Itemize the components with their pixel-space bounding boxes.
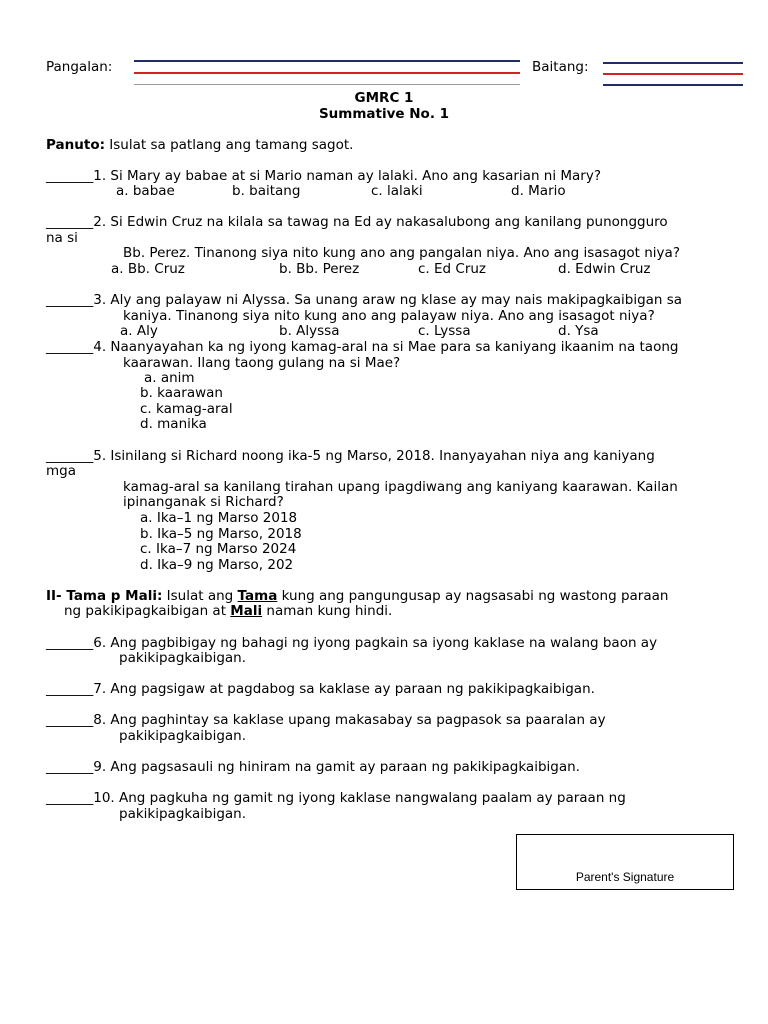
item-8-line-2: pakikipagkaibigan. [119,728,247,744]
grade-line-blue [603,62,743,64]
q5-choice-b: b. Ika–5 ng Marso, 2018 [140,526,302,542]
q2-choice-c: c. Ed Cruz [418,261,487,277]
parent-signature-box [516,834,734,890]
parent-signature-label: Parent's Signature [575,870,675,884]
question-5-stem-3: kamag-aral sa kanilang tirahan upang ipagdiwang ang kaniyang kaarawan. Kailan [123,479,678,495]
q4-choice-a: a. anim [144,370,195,386]
name-line-blue [134,60,520,62]
q1-choice-b: b. baitang [232,183,301,199]
question-5-stem-1: _______5. Isinilang si Richard noong ika-5 ng Marso, 2018. Inanyayahan niya ang kaniyang [46,448,655,464]
grade-label: Baitang: [532,59,589,75]
question-4-stem-1: _______4. Naanyayahan ka ng iyong kamag-aral na si Mae para sa kaniyang ikaanim na taong [46,339,679,355]
test-title: Summative No. 1 [318,106,450,122]
q1-choice-a: a. babae [116,183,175,199]
part2-instructions-line-1 [46,588,668,604]
item-6-line-1: _______6. Ang pagbibigay ng bahagi ng iyong pagkain sa iyong kaklase na walang baon ay [46,635,658,651]
part2-text-4: naman kung hindi. [262,603,393,619]
item-6-line-2: pakikipagkaibigan. [119,650,247,666]
question-3-stem-2: kaniya. Tinanong siya nito kung ano ang palayaw niya. Ano ang isasagot niya? [123,308,655,324]
question-1-stem: _______1. Si Mary ay babae at si Mario naman ay lalaki. Ano ang kasarian ni Mary? [46,168,602,184]
question-4-stem-2: kaarawan. Ilang taong gulang na si Mae? [123,355,401,371]
tama-word: Tama [237,588,278,604]
question-2-stem-3: Bb. Perez. Tinanong siya nito kung ano ang pangalan niya. Ano ang isasagot niya? [123,245,680,261]
part2-text-3: ng pakikipagkaibigan at [64,603,231,619]
q2-choice-d: d. Edwin Cruz [558,261,651,277]
part2-text-2: kung ang pangungusap ay nagsasabi ng wastong paraan [277,588,669,604]
mali-word: Mali [230,603,263,619]
q3-choice-c: c. Lyssa [418,323,471,339]
q3-choice-b: b. Alyssa [279,323,340,339]
q5-choice-a: a. Ika–1 ng Marso 2018 [140,510,298,526]
q3-choice-d: d. Ysa [558,323,599,339]
grade-line-red [603,73,743,75]
part2-instructions-line-2 [64,603,392,619]
instructions-label: Panuto: [46,137,105,153]
name-line-gray [134,84,520,85]
q4-choice-b: b. kaarawan [140,385,223,401]
question-2-stem-1: _______2. Si Edwin Cruz na kilala sa tawag na Ed ay nakasalubong ang kanilang punongguro [46,214,668,230]
subject-title: GMRC 1 [354,90,414,106]
part2-heading: II- Tama p Mali: [46,588,163,604]
q2-choice-a: a. Bb. Cruz [111,261,185,277]
instructions-text: Isulat sa patlang ang tamang sagot. [109,137,354,153]
grade-line-blue-bottom [603,84,743,86]
q3-choice-a: a. Aly [120,323,158,339]
item-10-line-2: pakikipagkaibigan. [119,806,247,822]
question-2-stem-2: na si [46,230,78,246]
question-5-stem-2: mga [46,463,76,479]
question-5-stem-4: ipinanganak si Richard? [123,494,284,510]
q4-choice-d: d. manika [140,416,207,432]
q2-choice-b: b. Bb. Perez [279,261,360,277]
item-8-line-1: _______8. Ang paghintay sa kaklase upang makasabay sa pagpasok sa paaralan ay [46,712,606,728]
q5-choice-d: d. Ika–9 ng Marso, 202 [140,557,294,573]
item-7-line-1: _______7. Ang pagsigaw at pagdabog sa kaklase ay paraan ng pakikipagkaibigan. [46,681,595,697]
instructions [46,137,353,153]
name-label: Pangalan: [46,59,113,75]
q1-choice-d: d. Mario [511,183,566,199]
q5-choice-c: c. Ika–7 ng Marso 2024 [140,541,297,557]
name-line-red [134,72,520,74]
question-3-stem-1: _______3. Aly ang palayaw ni Alyssa. Sa unang araw ng klase ay may nais makipagkaibigan sa [46,292,683,308]
q1-choice-c: c. lalaki [371,183,423,199]
part2-text-1: Isulat ang [162,588,238,604]
q4-choice-c: c. kamag-aral [140,401,233,417]
item-10-line-1: _______10. Ang pagkuha ng gamit ng iyong kaklase nangwalang paalam ay paraan ng [46,790,626,806]
item-9-line-1: _______9. Ang pagsasauli ng hiniram na gamit ay paraan ng pakikipagkaibigan. [46,759,580,775]
